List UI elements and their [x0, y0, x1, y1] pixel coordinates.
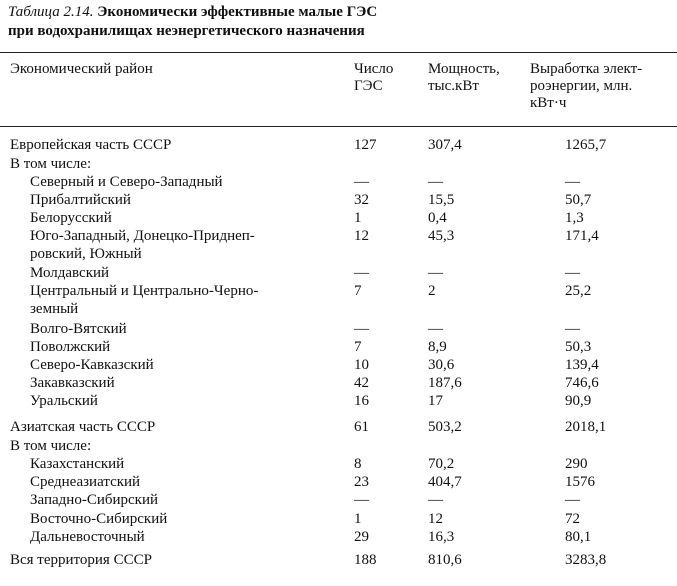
region-name: Поволжский — [30, 339, 111, 355]
power-cell: 187,6 — [428, 375, 462, 391]
output-cell: 1576 — [565, 474, 595, 490]
header-count-line: Число — [354, 61, 394, 77]
count-cell: 7 — [354, 339, 362, 355]
header-power-line: Мощность, — [428, 61, 500, 77]
power-cell: 15,5 — [428, 192, 455, 208]
table-row — [0, 374, 677, 392]
output-cell: 50,7 — [565, 192, 592, 208]
header-power — [428, 61, 500, 95]
table-row — [0, 320, 677, 338]
power-cell: 16,3 — [428, 529, 455, 545]
table-row — [0, 282, 677, 300]
table-row — [0, 437, 677, 455]
table-row — [0, 227, 677, 245]
region-name: Европейская часть СССР — [10, 137, 172, 153]
count-cell: 188 — [354, 552, 377, 568]
header-output-line: кВт·ч — [530, 95, 567, 111]
table-row — [0, 551, 677, 569]
table-row — [0, 155, 677, 173]
header-output-line: роэнергии, млн. — [530, 78, 633, 94]
header-power-line: тыс.кВт — [428, 78, 479, 94]
count-cell: — — [354, 321, 369, 337]
count-cell: — — [354, 265, 369, 281]
region-name: В том числе: — [10, 438, 92, 454]
power-cell: 0,4 — [428, 210, 447, 226]
table-row — [0, 191, 677, 209]
count-cell: 1 — [354, 210, 362, 226]
table-row — [0, 392, 677, 410]
power-cell: 404,7 — [428, 474, 462, 490]
power-cell: 503,2 — [428, 419, 462, 435]
table-row — [0, 356, 677, 374]
region-name: Белорусский — [30, 210, 112, 226]
count-cell: 16 — [354, 393, 369, 409]
header-count — [354, 61, 393, 95]
count-cell: 32 — [354, 192, 369, 208]
output-cell: — — [565, 174, 580, 190]
table-row — [0, 245, 677, 263]
output-cell: 3283,8 — [565, 552, 607, 568]
table-title-2: при водохранилищах неэнергетического назначения — [8, 23, 365, 39]
table-row — [0, 173, 677, 191]
output-cell: 139,4 — [565, 357, 599, 373]
table-title-1: Экономически эффективные малые ГЭС — [97, 4, 378, 20]
region-name: В том числе: — [10, 156, 92, 172]
output-cell: 80,1 — [565, 529, 592, 545]
output-cell: 50,3 — [565, 339, 592, 355]
power-cell: — — [428, 492, 443, 508]
count-cell: 29 — [354, 529, 369, 545]
region-name: Азиатская часть СССР — [10, 419, 156, 435]
region-name: ровский, Южный — [30, 246, 142, 262]
power-cell: 307,4 — [428, 137, 462, 153]
output-cell: 171,4 — [565, 228, 599, 244]
count-cell: — — [354, 492, 369, 508]
table-row — [0, 264, 677, 282]
table-row — [0, 510, 677, 528]
header-region: Экономический район — [10, 61, 153, 77]
table-row — [0, 300, 677, 318]
table-row — [0, 455, 677, 473]
region-name: Северный и Северо-Западный — [30, 174, 223, 190]
count-cell: 23 — [354, 474, 369, 490]
table-row — [0, 418, 677, 436]
count-cell: 12 — [354, 228, 369, 244]
region-name: Казахстанский — [30, 456, 125, 472]
table-row — [0, 473, 677, 491]
power-cell: — — [428, 321, 443, 337]
region-name: Уральский — [30, 393, 98, 409]
table-number: Таблица 2.14. — [8, 4, 94, 20]
count-cell: 10 — [354, 357, 369, 373]
region-name: Закавказский — [30, 375, 115, 391]
output-cell: — — [565, 265, 580, 281]
power-cell: 8,9 — [428, 339, 447, 355]
output-cell: 90,9 — [565, 393, 592, 409]
region-name: Восточно-Сибирский — [30, 511, 168, 527]
output-cell: 2018,1 — [565, 419, 607, 435]
power-cell: 810,6 — [428, 552, 462, 568]
count-cell: 61 — [354, 419, 369, 435]
count-cell: 42 — [354, 375, 369, 391]
output-cell: 290 — [565, 456, 588, 472]
region-name: Среднеазиатский — [30, 474, 141, 490]
output-cell: 1265,7 — [565, 137, 607, 153]
count-cell: 127 — [354, 137, 377, 153]
top-rule — [0, 52, 677, 53]
header-output — [530, 61, 642, 112]
header-output-line: Выработка элект- — [530, 61, 643, 77]
region-name: Северо-Кавказский — [30, 357, 154, 373]
table-row — [0, 136, 677, 154]
power-cell: 17 — [428, 393, 443, 409]
caption-line-1 — [8, 3, 668, 22]
header-count-line: ГЭС — [354, 78, 383, 94]
region-name: земный — [30, 301, 79, 317]
output-cell: 72 — [565, 511, 580, 527]
output-cell: 746,6 — [565, 375, 599, 391]
output-cell: — — [565, 321, 580, 337]
count-cell: 8 — [354, 456, 362, 472]
region-name: Прибалтийский — [30, 192, 131, 208]
region-name: Дальневосточный — [30, 529, 145, 545]
table-row — [0, 338, 677, 356]
output-cell: — — [565, 492, 580, 508]
table-row — [0, 209, 677, 227]
region-name: Центральный и Центрально-Черно- — [30, 283, 259, 299]
region-name: Вся территория СССР — [10, 552, 152, 568]
power-cell: 45,3 — [428, 228, 455, 244]
power-cell: 30,6 — [428, 357, 455, 373]
power-cell: 2 — [428, 283, 436, 299]
region-name: Молдавский — [30, 265, 110, 281]
region-name: Западно-Сибирский — [30, 492, 159, 508]
table-caption — [8, 3, 668, 41]
region-name: Волго-Вятский — [30, 321, 127, 337]
power-cell: — — [428, 174, 443, 190]
power-cell: 70,2 — [428, 456, 455, 472]
power-cell: 12 — [428, 511, 443, 527]
count-cell: 7 — [354, 283, 362, 299]
power-cell: — — [428, 265, 443, 281]
count-cell: 1 — [354, 511, 362, 527]
count-cell: — — [354, 174, 369, 190]
table-row — [0, 491, 677, 509]
output-cell: 1,3 — [565, 210, 584, 226]
output-cell: 25,2 — [565, 283, 592, 299]
table-row — [0, 528, 677, 546]
region-name: Юго-Западный, Донецко-Приднеп- — [30, 228, 255, 244]
header-rule — [0, 126, 677, 127]
